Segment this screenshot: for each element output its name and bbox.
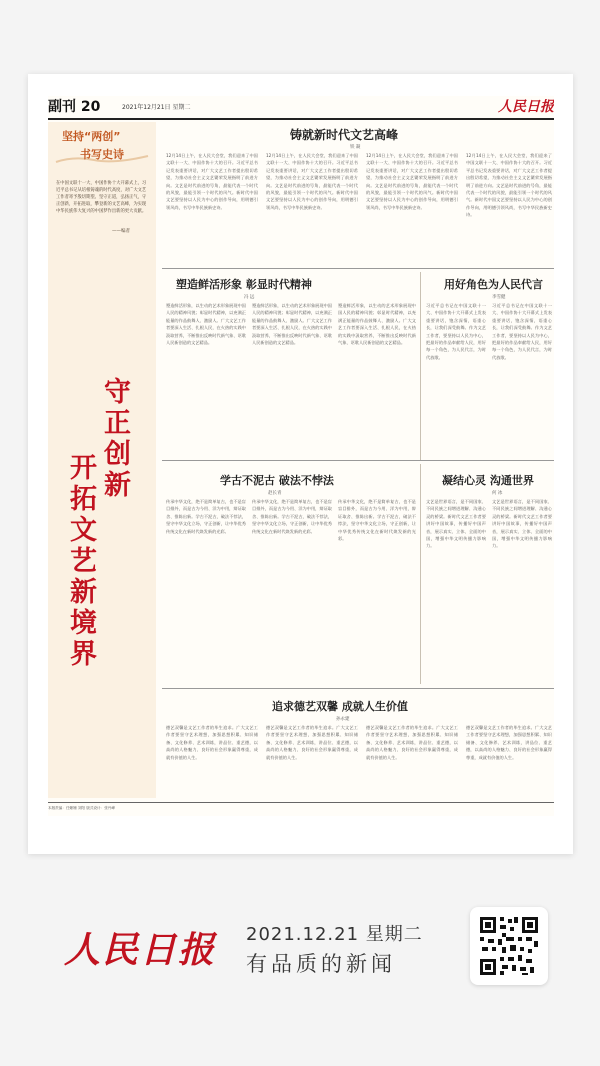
article-4-col-3: 传承中华文化，绝不是简单复古，也不是盲目排外，而是古为今用、洋为中用，辩证取舍、推陈出新。学古不泥古，破法不悖法，坚守中华文化立场，守正创新，让中华优秀传统文化在新时代焕发新的光彩。: [338, 499, 416, 542]
headline-2: 塑造鲜活形象 彰显时代精神: [176, 278, 312, 291]
article-6-col-1: 德艺双馨是文艺工作者的毕生追求。广大文艺工作者要坚守艺术理想，加强思想积累、知识储备、文化修养、艺术训练，讲品位、重艺德，以高尚的人格魅力、良好的社会形象赢得尊重，成就有价值的人生。: [166, 725, 258, 760]
headline-1: 铸就新时代文艺高峰: [290, 128, 399, 142]
masthead-logo: 人民日报: [498, 99, 554, 115]
qr-code[interactable]: [470, 907, 548, 985]
main-area: [162, 122, 554, 798]
brand-date: 2021.12.21 星期二: [246, 924, 423, 945]
article-4-col-2: 传承中华文化，绝不是简单复古，也不是盲目排外，而是古为今用、洋为中用，辩证取舍、推陈出新。学古不泥古，破法不悖法，坚守中华文化立场，守正创新，让中华优秀传统文化在新时代焕发新的光彩。: [252, 499, 332, 534]
byline-4: 赵长青: [268, 491, 282, 496]
article-5-col-2: 文艺是世界语言，是不同国家、不同民族之间增进理解、沟通心灵的桥梁。新时代文艺工作者要讲好中国故事，传播好中国声音，展示真实、立体、全面的中国，增强中华文明传播力影响力。: [492, 499, 552, 549]
kicker-line-2: 书写史诗: [80, 148, 124, 161]
kicker-line-1: 坚持“两创”: [62, 130, 121, 143]
masthead: [48, 96, 554, 120]
headline-6: 追求德艺双馨 成就人生价值: [272, 700, 408, 713]
editor-note: 在中国文联十一大、中国作协十大开幕式上，习近平总书记从培根铸魂的时代高度，对广大文艺工作者寄予殷切期望。坚守正道，弘扬正气，守正创新，开拓进取，攀登新的文艺高峰，为实现中华民族伟大复兴的中国梦作出新的更大贡献。: [56, 181, 147, 214]
column-divider-1: [420, 272, 421, 460]
article-6-col-3: 德艺双馨是文艺工作者的毕生追求。广大文艺工作者要坚守艺术理想，加强思想积累、知识储备、文化修养、艺术训练，讲品位、重艺德，以高尚的人格魅力、良好的社会形象赢得尊重，成就有价值的人生。: [366, 725, 458, 760]
byline-3: 李雪健: [492, 295, 506, 300]
headline-5: 凝结心灵 沟通世界: [442, 474, 534, 487]
article-1-col-2: 12月14日上午，在人民大会堂，我们迎来了中国文联十一大、中国作协十大的召开。习近平总书记发表重要讲话，对广大文艺工作者提出殷切希望，为推动社会主义文艺繁荣发展指明了前进方向。文艺是时代前进的号角，最能代表一个时代的风貌，最能引领一个时代的风气。新时代中国文艺要坚持以人民为中心的创作导向，用明德引领风尚，书写中华民族新史诗。: [266, 153, 358, 210]
article-1-col-3: 12月14日上午，在人民大会堂，我们迎来了中国文联十一大、中国作协十大的召开。习近平总书记发表重要讲话，对广大文艺工作者提出殷切希望，为推动社会主义文艺繁荣发展指明了前进方向。文艺是时代前进的号角，最能代表一个时代的风貌，最能引领一个时代的风气。新时代中国文艺要坚持以人民为中心的创作导向，用明德引领风尚，书写中华民族新史诗。: [366, 153, 458, 210]
article-2-col-1: 塑造鲜活形象，以生动的艺术形象展现中国人民的精神风貌；彰显时代精神，以充满正能量的作品鼓舞人、激励人。广大文艺工作者要深入生活、扎根人民，在火热的实践中汲取营养，不断推出反映时代新气象、讴歌人民新创造的文艺精品。: [166, 303, 246, 346]
headline-3: 用好角色为人民代言: [444, 278, 543, 291]
article-1-col-1: 12月14日上午，在人民大会堂，我们迎来了中国文联十一大、中国作协十大的召开。习近平总书记发表重要讲话，对广大文艺工作者提出殷切希望，为推动社会主义文艺繁荣发展指明了前进方向。文艺是时代前进的号角，最能代表一个时代的风貌，最能引领一个时代的风气。新时代中国文艺要坚持以人民为中心的创作导向，用明德引领风尚，书写中华民族新史诗。: [166, 153, 258, 210]
article-4-col-1: 传承中华文化，绝不是简单复古，也不是盲目排外，而是古为今用、洋为中用，辩证取舍、推陈出新。学古不泥古，破法不悖法，坚守中华文化立场，守正创新，让中华优秀传统文化在新时代焕发新的光彩。: [166, 499, 246, 534]
article-2-col-3: 塑造鲜活形象，以生动的艺术形象展现中国人民的精神风貌；彰显时代精神，以充满正能量的作品鼓舞人、激励人。广大文艺工作者要深入生活、扎根人民，在火热的实践中汲取营养，不断推出反映时代新气象、讴歌人民新创造的文艺精品。: [338, 303, 416, 346]
headline-4: 学古不泥古 破法不悖法: [220, 474, 334, 487]
brand-slogan: 有品质的新闻: [246, 952, 396, 976]
article-3-col-1: 习近平总书记在中国文联十一大、中国作协十大开幕式上发表重要讲话，饱含深情，语重心长，让我们深受鼓舞。作为文艺工作者，要坚持以人民为中心，把最好的作品奉献给人民，用好每一个角色，为人民代言，为时代放歌。: [426, 303, 486, 360]
article-2-col-2: 塑造鲜活形象，以生动的艺术形象展现中国人民的精神风貌；彰显时代精神，以充满正能量的作品鼓舞人、激励人。广大文艺工作者要深入生活、扎根人民，在火热的实践中汲取营养，不断推出反映时代新气象、讴歌人民新创造的文艺精品。: [252, 303, 332, 346]
article-6-col-2: 德艺双馨是文艺工作者的毕生追求。广大文艺工作者要坚守艺术理想，加强思想积累、知识储备、文化修养、艺术训练，讲品位、重艺德，以高尚的人格魅力、良好的社会形象赢得尊重，成就有价值的人生。: [266, 725, 358, 760]
column-kicker: [54, 126, 150, 168]
article-5-col-1: 文艺是世界语言，是不同国家、不同民族之间增进理解、沟通心灵的桥梁。新时代文艺工作者要讲好中国故事，传播好中国声音，展示真实、立体、全面的中国，增强中华文明传播力影响力。: [426, 499, 486, 549]
separator-2: [162, 460, 554, 461]
article-3-col-2: 习近平总书记在中国文联十一大、中国作协十大开幕式上发表重要讲话，饱含深情，语重心长，让我们深受鼓舞。作为文艺工作者，要坚持以人民为中心，把最好的作品奉献给人民，用好每一个角色，为人民代言，为时代放歌。: [492, 303, 552, 360]
page-footer: 本版责编：任姗姗 刘阳 版式设计：张丹峰: [48, 802, 554, 815]
qr-code-icon: [478, 915, 540, 977]
separator-1: [162, 268, 554, 269]
theme-title-col-2: 开拓文艺新境界: [70, 453, 97, 670]
column-divider-2: [420, 464, 421, 684]
editor-note-sign: ——编者: [112, 229, 130, 234]
byline-2: 冯 远: [244, 295, 255, 300]
byline-1: 铁 凝: [350, 145, 361, 150]
separator-3: [162, 688, 554, 689]
newspaper-page: [48, 96, 554, 816]
theme-title-col-1: 守正创新: [104, 377, 131, 501]
byline-6: 孙永建: [336, 717, 350, 722]
section-title: 副刊 20: [48, 99, 101, 115]
article-6-col-4: 德艺双馨是文艺工作者的毕生追求。广大文艺工作者要坚守艺术理想，加强思想积累、知识储备、文化修养、艺术训练，讲品位、重艺德，以高尚的人格魅力、良好的社会形象赢得尊重，成就有价值的人生。: [466, 725, 552, 760]
left-column: [48, 122, 156, 798]
brand-logo: 人民日报: [64, 929, 217, 971]
issue-date: 2021年12月21日 星期二: [122, 104, 191, 111]
newspaper-card: [28, 74, 573, 854]
article-1-col-4: 12月14日上午，在人民大会堂，我们迎来了中国文联十一大、中国作协十大的召开。习近平总书记发表重要讲话，对广大文艺工作者提出殷切希望，为推动社会主义文艺繁荣发展指明了前进方向。文艺是时代前进的号角，最能代表一个时代的风貌，最能引领一个时代的风气。新时代中国文艺要坚持以人民为中心的创作导向，用明德引领风尚，书写中华民族新史诗。: [466, 153, 552, 218]
byline-5: 何 冰: [492, 491, 503, 496]
